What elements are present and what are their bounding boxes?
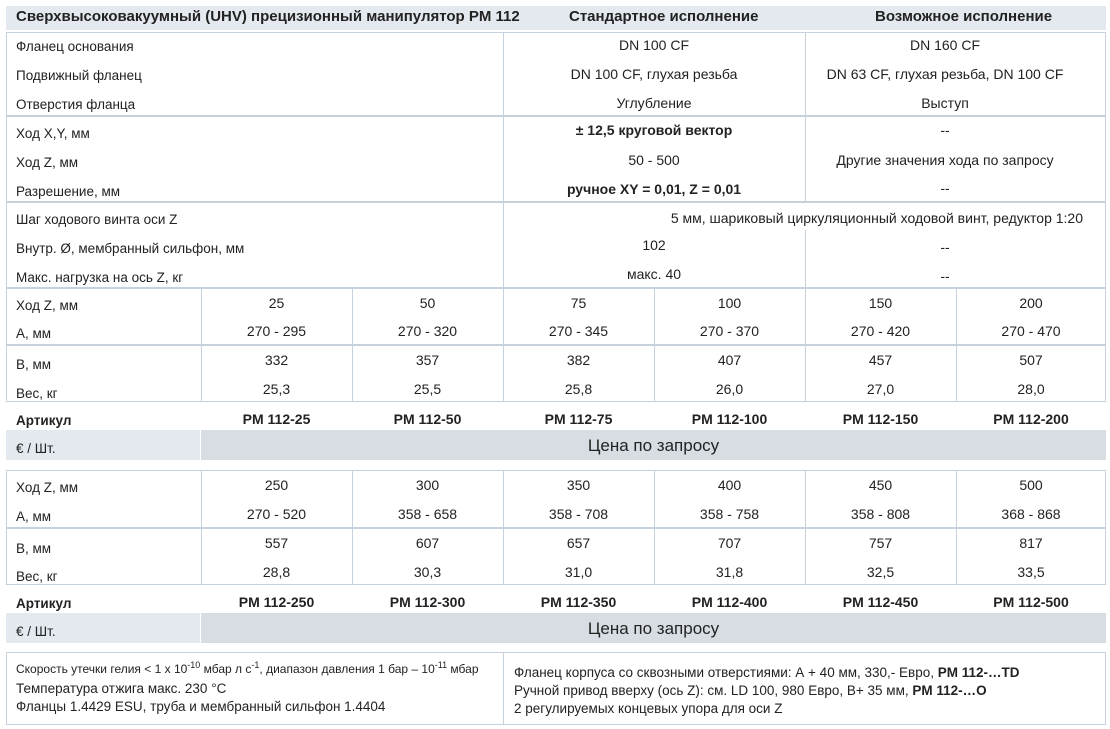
spec-standard: Углубление <box>616 95 692 111</box>
row-label-b: B, мм <box>16 357 52 372</box>
leak-rate-part: мбар л с <box>200 662 252 676</box>
a-cell: 270 - 370 <box>699 323 760 339</box>
spec-label: Внутр. Ø, мембранный сильфон, мм <box>16 241 245 256</box>
stroke-cell: 350 <box>566 477 591 493</box>
spec-optional: DN 63 CF, глухая резьба, DN 100 CF <box>826 66 1064 82</box>
weight-cell: 32,5 <box>866 564 895 580</box>
article-label: Артикул <box>16 596 72 611</box>
stroke-cell: 400 <box>717 477 742 493</box>
price-unit-label: € / Шт. <box>16 441 56 456</box>
row-label-stroke: Ход Z, мм <box>16 298 79 313</box>
article-code: PM 112-25 <box>242 411 311 427</box>
stroke-cell: 150 <box>868 295 893 311</box>
weight-cell: 31,8 <box>715 564 744 580</box>
spec-optional: -- <box>940 239 950 255</box>
spec-label: Разрешение, мм <box>16 184 121 199</box>
spec-optional: -- <box>940 180 950 196</box>
article-code: PM 112-350 <box>540 594 617 610</box>
leak-rate-part: , диапазон давления 1 бар – 10 <box>259 662 435 676</box>
row-label-weight: Вес, кг <box>16 386 58 401</box>
article-code: PM 112-250 <box>238 594 315 610</box>
spec-standard: DN 100 CF, глухая резьба <box>570 66 738 82</box>
article-code: PM 112-50 <box>393 411 462 427</box>
article-code: PM 112-450 <box>842 594 919 610</box>
article-code: PM 112-100 <box>691 411 768 427</box>
option-code: PM 112-…O <box>912 683 987 698</box>
a-cell: 270 - 520 <box>246 506 307 522</box>
row-label-b: B, мм <box>16 541 52 556</box>
b-cell: 332 <box>264 352 289 368</box>
weight-cell: 28,0 <box>1017 381 1045 397</box>
weight-cell: 25,5 <box>413 381 442 397</box>
b-cell: 817 <box>1019 535 1043 551</box>
a-cell: 270 - 295 <box>246 323 307 339</box>
b-cell: 557 <box>264 535 289 551</box>
weight-cell: 28,8 <box>262 564 291 580</box>
stroke-cell: 100 <box>717 295 742 311</box>
spec-standard: ± 12,5 круговой вектор <box>575 122 733 138</box>
spec-optional: Другие значения хода по запросу <box>836 152 1054 168</box>
spec-standard: 50 - 500 <box>628 152 680 168</box>
a-cell: 358 - 808 <box>850 506 911 522</box>
footer-divider <box>503 652 504 725</box>
a-cell: 270 - 470 <box>1001 323 1061 339</box>
price-on-request: Цена по запросу <box>587 436 720 455</box>
page-title: Сверхвысоковакуумный (UHV) прецизионный манипулятор PM 112 <box>16 8 520 25</box>
b-cell: 382 <box>566 352 591 368</box>
spec-standard: 102 <box>642 237 666 253</box>
spec-standard: ручное XY = 0,01, Z = 0,01 <box>566 181 742 197</box>
spec-standard: макс. 40 <box>626 266 682 282</box>
stroke-cell: 500 <box>1019 477 1043 493</box>
a-cell: 358 - 758 <box>699 506 760 522</box>
b-cell: 607 <box>415 535 440 551</box>
spec-label: Шаг ходового винта оси Z <box>16 212 178 227</box>
article-code: PM 112-200 <box>993 411 1069 427</box>
weight-cell: 30,3 <box>413 564 442 580</box>
price-on-request: Цена по запросу <box>587 619 720 638</box>
weight-cell: 25,3 <box>262 381 291 397</box>
weight-cell: 25,8 <box>564 381 593 397</box>
leak-rate-part: Скорость утечки гелия < 1 x 10 <box>16 662 188 676</box>
spec-optional: -- <box>940 122 950 138</box>
stroke-cell: 300 <box>415 477 440 493</box>
column-header-optional: Возможное исполнение <box>875 8 1053 25</box>
spec-label: Ход Z, мм <box>16 155 79 170</box>
spec-optional: -- <box>940 268 950 284</box>
row-label-stroke: Ход Z, мм <box>16 480 79 495</box>
spec-label: Отверстия фланца <box>16 97 136 112</box>
footer-leak-rate <box>16 660 479 679</box>
article-code: PM 112-500 <box>993 594 1069 610</box>
leak-rate-exp: -10 <box>187 660 201 670</box>
leak-rate-part: мбар <box>447 662 479 676</box>
weight-cell: 26,0 <box>715 381 744 397</box>
row-label-weight: Вес, кг <box>16 569 58 584</box>
spec-standard: DN 100 CF <box>618 37 690 53</box>
spec-label: Подвижный фланец <box>16 68 142 83</box>
spec-label: Макс. нагрузка на ось Z, кг <box>16 270 184 285</box>
article-label: Артикул <box>16 413 72 428</box>
a-cell: 358 - 708 <box>548 506 609 522</box>
b-cell: 707 <box>717 535 742 551</box>
row-label-a: А, мм <box>16 509 52 524</box>
spec-label: Фланец основания <box>16 39 134 54</box>
option-text: Ручной привод вверху (ось Z): см. LD 100, 980 Евро, B+ 35 мм, <box>514 683 913 698</box>
b-cell: 407 <box>717 352 742 368</box>
footer-option-stops: 2 регулируемых концевых упора для оси Z <box>514 701 783 716</box>
footer-option-drive <box>514 681 987 700</box>
footer-option-flange <box>514 663 1020 682</box>
a-cell: 368 - 868 <box>1001 506 1061 522</box>
spec-optional: DN 160 CF <box>909 37 981 53</box>
stroke-cell: 50 <box>419 295 436 311</box>
spec-label: Ход X,Y, мм <box>16 126 90 141</box>
b-cell: 457 <box>868 352 893 368</box>
footer-bakeout: Температура отжига макс. 230 °C <box>16 681 227 696</box>
article-code: PM 112-150 <box>842 411 919 427</box>
article-code: PM 112-400 <box>691 594 768 610</box>
a-cell: 358 - 658 <box>397 506 458 522</box>
stroke-cell: 250 <box>264 477 289 493</box>
a-cell: 270 - 420 <box>850 323 911 339</box>
spec-standard-wide: 5 мм, шариковый циркуляционный ходовой винт, редуктор 1:20 <box>670 210 1083 226</box>
column-header-standard: Стандартное исполнение <box>569 8 759 25</box>
article-code: PM 112-300 <box>389 594 466 610</box>
stroke-cell: 200 <box>1019 295 1043 311</box>
a-cell: 270 - 345 <box>548 323 609 339</box>
b-cell: 507 <box>1019 352 1043 368</box>
option-code: PM 112-…TD <box>937 665 1020 680</box>
price-unit-label: € / Шт. <box>16 624 56 639</box>
weight-cell: 31,0 <box>564 564 593 580</box>
stroke-cell: 450 <box>868 477 893 493</box>
weight-cell: 33,5 <box>1017 564 1045 580</box>
option-text: Фланец корпуса со сквозными отверстиями: А + 40 мм, 330,- Евро, <box>514 665 938 680</box>
footer-materials: Фланцы 1.4429 ESU, труба и мембранный сильфон 1.4404 <box>16 699 386 714</box>
spec-optional: Выступ <box>921 95 969 111</box>
article-code: PM 112-75 <box>544 411 613 427</box>
row-label-a: А, мм <box>16 326 52 341</box>
b-cell: 657 <box>566 535 591 551</box>
b-cell: 357 <box>415 352 440 368</box>
leak-rate-exp: -11 <box>434 660 448 670</box>
spec-divider-2 <box>805 32 806 202</box>
stroke-cell: 75 <box>570 295 587 311</box>
a-cell: 270 - 320 <box>397 323 458 339</box>
leak-rate-exp: -1 <box>251 660 260 670</box>
b-cell: 757 <box>868 535 893 551</box>
stroke-cell: 25 <box>268 295 285 311</box>
weight-cell: 27,0 <box>866 381 895 397</box>
